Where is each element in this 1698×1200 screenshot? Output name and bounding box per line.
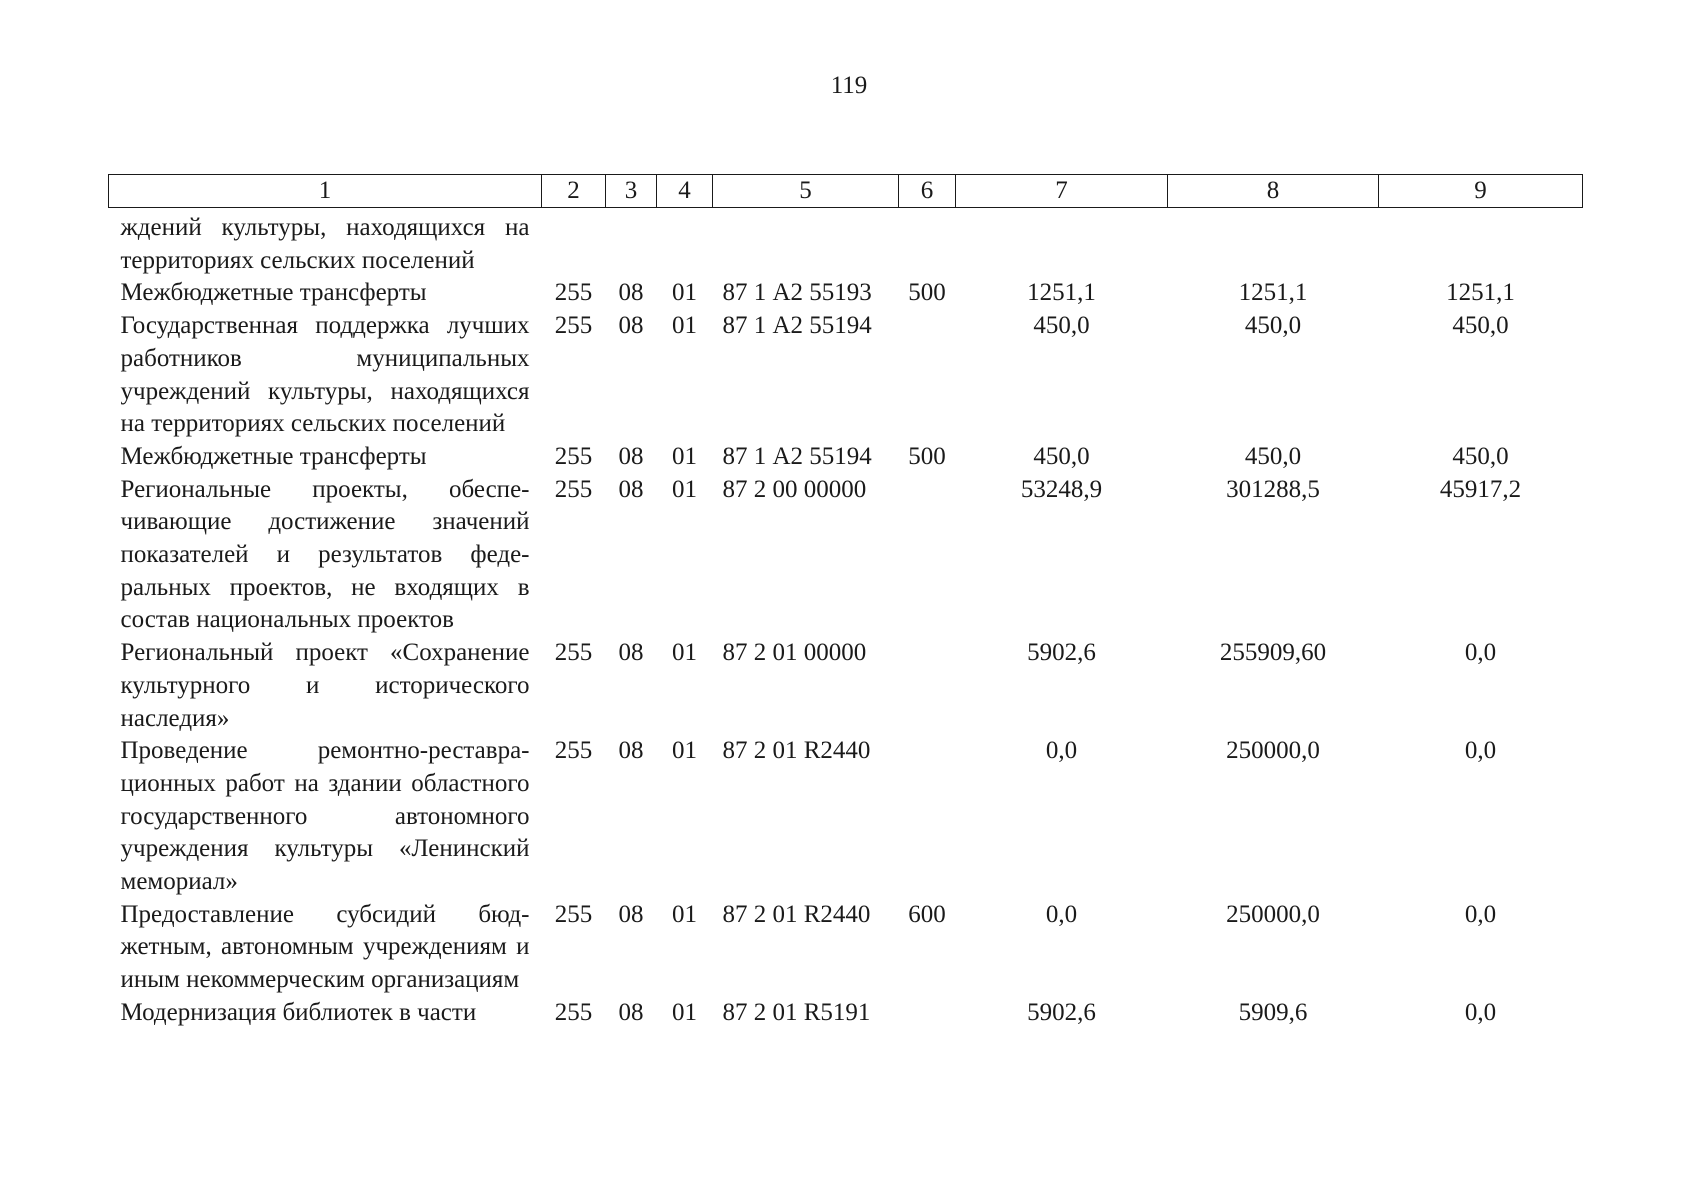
row-description: Межбюджетные трансферты: [120, 442, 427, 470]
row-value-col-8: 255909,60: [1219, 639, 1327, 667]
row-subsection-code: 01: [672, 475, 697, 503]
row-target-code: 87 1 А2 55194: [722, 312, 872, 340]
row-section-code: 08: [618, 475, 644, 503]
table-row: [109, 208, 1583, 278]
row-ministry-code: [542, 208, 606, 278]
row-value-col-7: 0,0: [1045, 900, 1078, 928]
row-section-code: [606, 208, 657, 278]
table-row: [109, 997, 1583, 1030]
row-value-col-8: 1251,1: [1238, 279, 1308, 307]
row-description: Региональные проекты, обеспечивающие достижение значений показателей и результатов федеральных проектов, не входящих в состав национальных проектов: [120, 475, 530, 634]
row-target-code: 87 2 01 R2440: [722, 737, 871, 765]
row-ministry-code: 255: [554, 312, 593, 340]
row-value-col-7: [956, 208, 1168, 278]
row-value-col-9: [1379, 208, 1583, 278]
row-section-code: 08: [618, 639, 644, 667]
row-expense-type: [899, 735, 956, 899]
row-target-code: 87 1 А2 55194: [722, 442, 872, 470]
table-row: [109, 735, 1583, 899]
header-col-8: 8: [1168, 175, 1379, 208]
row-ministry-code: 255: [554, 998, 593, 1026]
row-value-col-7: 450,0: [1033, 312, 1090, 340]
row-value-col-8: 450,0: [1244, 442, 1302, 470]
table-row: [109, 474, 1583, 638]
header-col-4: 4: [657, 175, 713, 208]
row-expense-type: [899, 208, 956, 278]
table-row: [109, 310, 1583, 441]
row-expense-type: [899, 474, 956, 638]
row-ministry-code: 255: [554, 900, 593, 928]
header-row: [109, 175, 1583, 208]
header-col-6: 6: [899, 175, 956, 208]
row-description: Межбюджетные трансферты: [120, 279, 427, 307]
row-description: Государственная поддержка лучших работников муниципальных учреждений культуры, находящихся на территориях сельских поселений: [120, 312, 530, 438]
row-value-col-9: 1251,1: [1446, 279, 1515, 307]
row-ministry-code: 255: [554, 737, 593, 765]
row-ministry-code: 255: [554, 442, 593, 470]
row-value-col-7: 1251,1: [1027, 279, 1096, 307]
row-ministry-code: 255: [554, 279, 593, 307]
row-subsection-code: 01: [672, 639, 697, 667]
row-value-col-7: 0,0: [1045, 737, 1078, 765]
header-col-3: 3: [606, 175, 657, 208]
row-subsection-code: 01: [672, 900, 697, 928]
row-value-col-9: 450,0: [1452, 442, 1509, 470]
row-value-col-9: 0,0: [1464, 737, 1497, 765]
row-target-code: 87 2 00 00000: [722, 475, 867, 503]
row-expense-type: [899, 310, 956, 441]
row-target-code: 87 2 01 R2440: [722, 900, 871, 928]
row-section-code: 08: [618, 900, 644, 928]
row-value-col-8: 250000,0: [1226, 737, 1320, 765]
header-col-1: 1: [109, 175, 542, 208]
row-expense-type: 500: [908, 279, 946, 307]
row-expense-type: 500: [908, 442, 946, 470]
table-row: [109, 899, 1583, 997]
row-subsection-code: 01: [672, 737, 697, 765]
row-description: Региональный проект «Сохранение культурного и исторического наследия»: [120, 639, 530, 732]
row-ministry-code: 255: [554, 639, 593, 667]
row-value-col-9: 0,0: [1464, 998, 1497, 1026]
row-value-col-7: 5902,6: [1027, 639, 1096, 667]
header-col-2: 2: [542, 175, 606, 208]
row-description: Модернизация библиотек в части: [120, 998, 477, 1026]
row-description: Предоставление субсидий бюджетным, автономным учреждениям и иным некоммерческим организациям: [120, 900, 530, 994]
row-value-col-9: 0,0: [1464, 900, 1497, 928]
row-expense-type: [899, 637, 956, 735]
row-target-code: [713, 208, 899, 278]
row-subsection-code: 01: [672, 279, 697, 307]
row-ministry-code: 255: [554, 475, 593, 503]
row-section-code: 08: [618, 442, 644, 470]
row-section-code: 08: [618, 737, 644, 765]
row-value-col-7: 5902,6: [1027, 998, 1096, 1026]
budget-table-container: [108, 174, 1582, 1030]
row-value-col-7: 53248,9: [1020, 475, 1103, 503]
table-row: [109, 441, 1583, 474]
row-subsection-code: 01: [672, 312, 697, 340]
page-number: 119: [830, 72, 868, 99]
row-value-col-8: [1168, 208, 1379, 278]
row-value-col-9: 45917,2: [1439, 475, 1522, 503]
table-row: [109, 277, 1583, 310]
row-value-col-9: 450,0: [1452, 312, 1509, 340]
row-section-code: 08: [618, 279, 644, 307]
row-value-col-9: 0,0: [1464, 639, 1497, 667]
row-value-col-8: 301288,5: [1226, 475, 1320, 503]
row-value-col-7: 450,0: [1033, 442, 1090, 470]
header-col-9: 9: [1379, 175, 1583, 208]
row-expense-type: 600: [908, 900, 946, 928]
row-subsection-code: 01: [672, 998, 697, 1026]
header-col-5: 5: [713, 175, 899, 208]
row-expense-type: [899, 997, 956, 1030]
row-target-code: 87 2 01 00000: [722, 639, 867, 667]
row-subsection-code: 01: [672, 442, 697, 470]
budget-table: [108, 174, 1583, 1030]
row-value-col-8: 450,0: [1244, 312, 1302, 340]
row-description: Проведение ремонтно-реставрационных работ на здании областного государственного автономного учреждения культуры «Ленинский мемориал»: [120, 737, 530, 896]
header-col-7: 7: [956, 175, 1168, 208]
row-target-code: 87 1 А2 55193: [722, 279, 872, 307]
row-value-col-8: 5909,6: [1238, 998, 1308, 1026]
row-section-code: 08: [618, 312, 644, 340]
row-section-code: 08: [618, 998, 644, 1026]
row-value-col-8: 250000,0: [1226, 900, 1320, 928]
row-target-code: 87 2 01 R5191: [722, 998, 871, 1026]
row-description: ждений культуры, находящихся на территориях сельских поселений: [120, 214, 530, 274]
table-row: [109, 637, 1583, 735]
row-subsection-code: [657, 208, 713, 278]
